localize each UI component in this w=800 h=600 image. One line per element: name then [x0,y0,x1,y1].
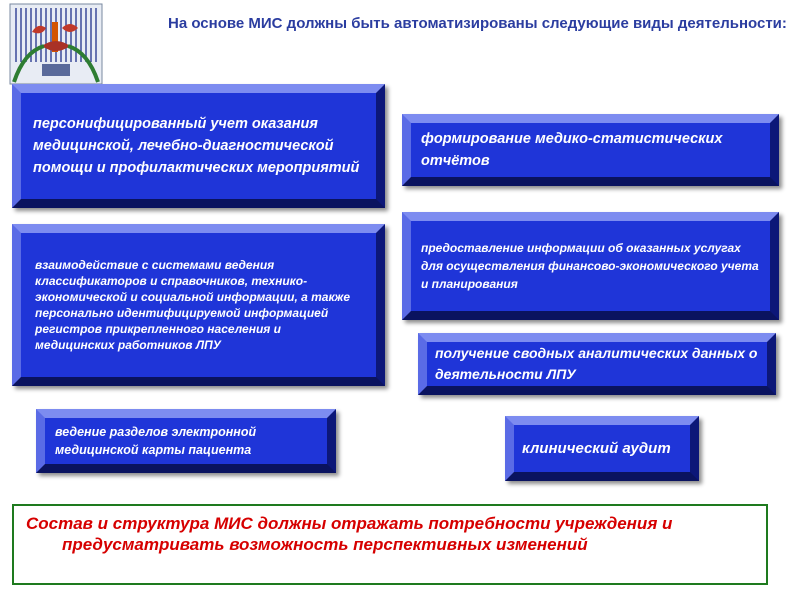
box-analytics [418,333,776,395]
box-financial-info-text: предоставление информации об оказанных услугах для осуществления финансово-экономического учета и планирования [421,241,759,291]
box-personalized-accounting [12,84,385,208]
box-financial-info [402,212,779,320]
box-analytics-text: получение сводных аналитических данных о деятельности ЛПУ [435,345,758,382]
medical-emblem-icon [2,2,110,86]
box-interaction [12,224,385,386]
box-clinical-audit-text: клинический аудит [522,440,671,457]
box-stat-reports [402,114,779,186]
box-clinical-audit [505,416,699,481]
page-title: На основе МИС должны быть автоматизированы следующие виды деятельности: [168,15,787,32]
box-emr-text: ведение разделов электронной медицинской карты пациента [55,425,257,457]
box-emr [36,409,336,473]
conclusion-text: Состав и структура МИС должны отражать потребности учреждения и предусматривать возможность перспективных изменений [12,504,768,585]
box-personalized-accounting-text: персонифицированный учет оказания медицинской, лечебно-диагностической помощи и профилактических мероприятий [33,116,360,176]
box-interaction-text: взаимодействие с системами ведения классификаторов и справочников, технико-экономической и социальной информации, а также персонально идентифицируемой информацией регистров прикрепленного населения и медицинских работников ЛПУ [35,258,351,352]
box-stat-reports-text: формирование медико-статистических отчётов [421,131,723,169]
